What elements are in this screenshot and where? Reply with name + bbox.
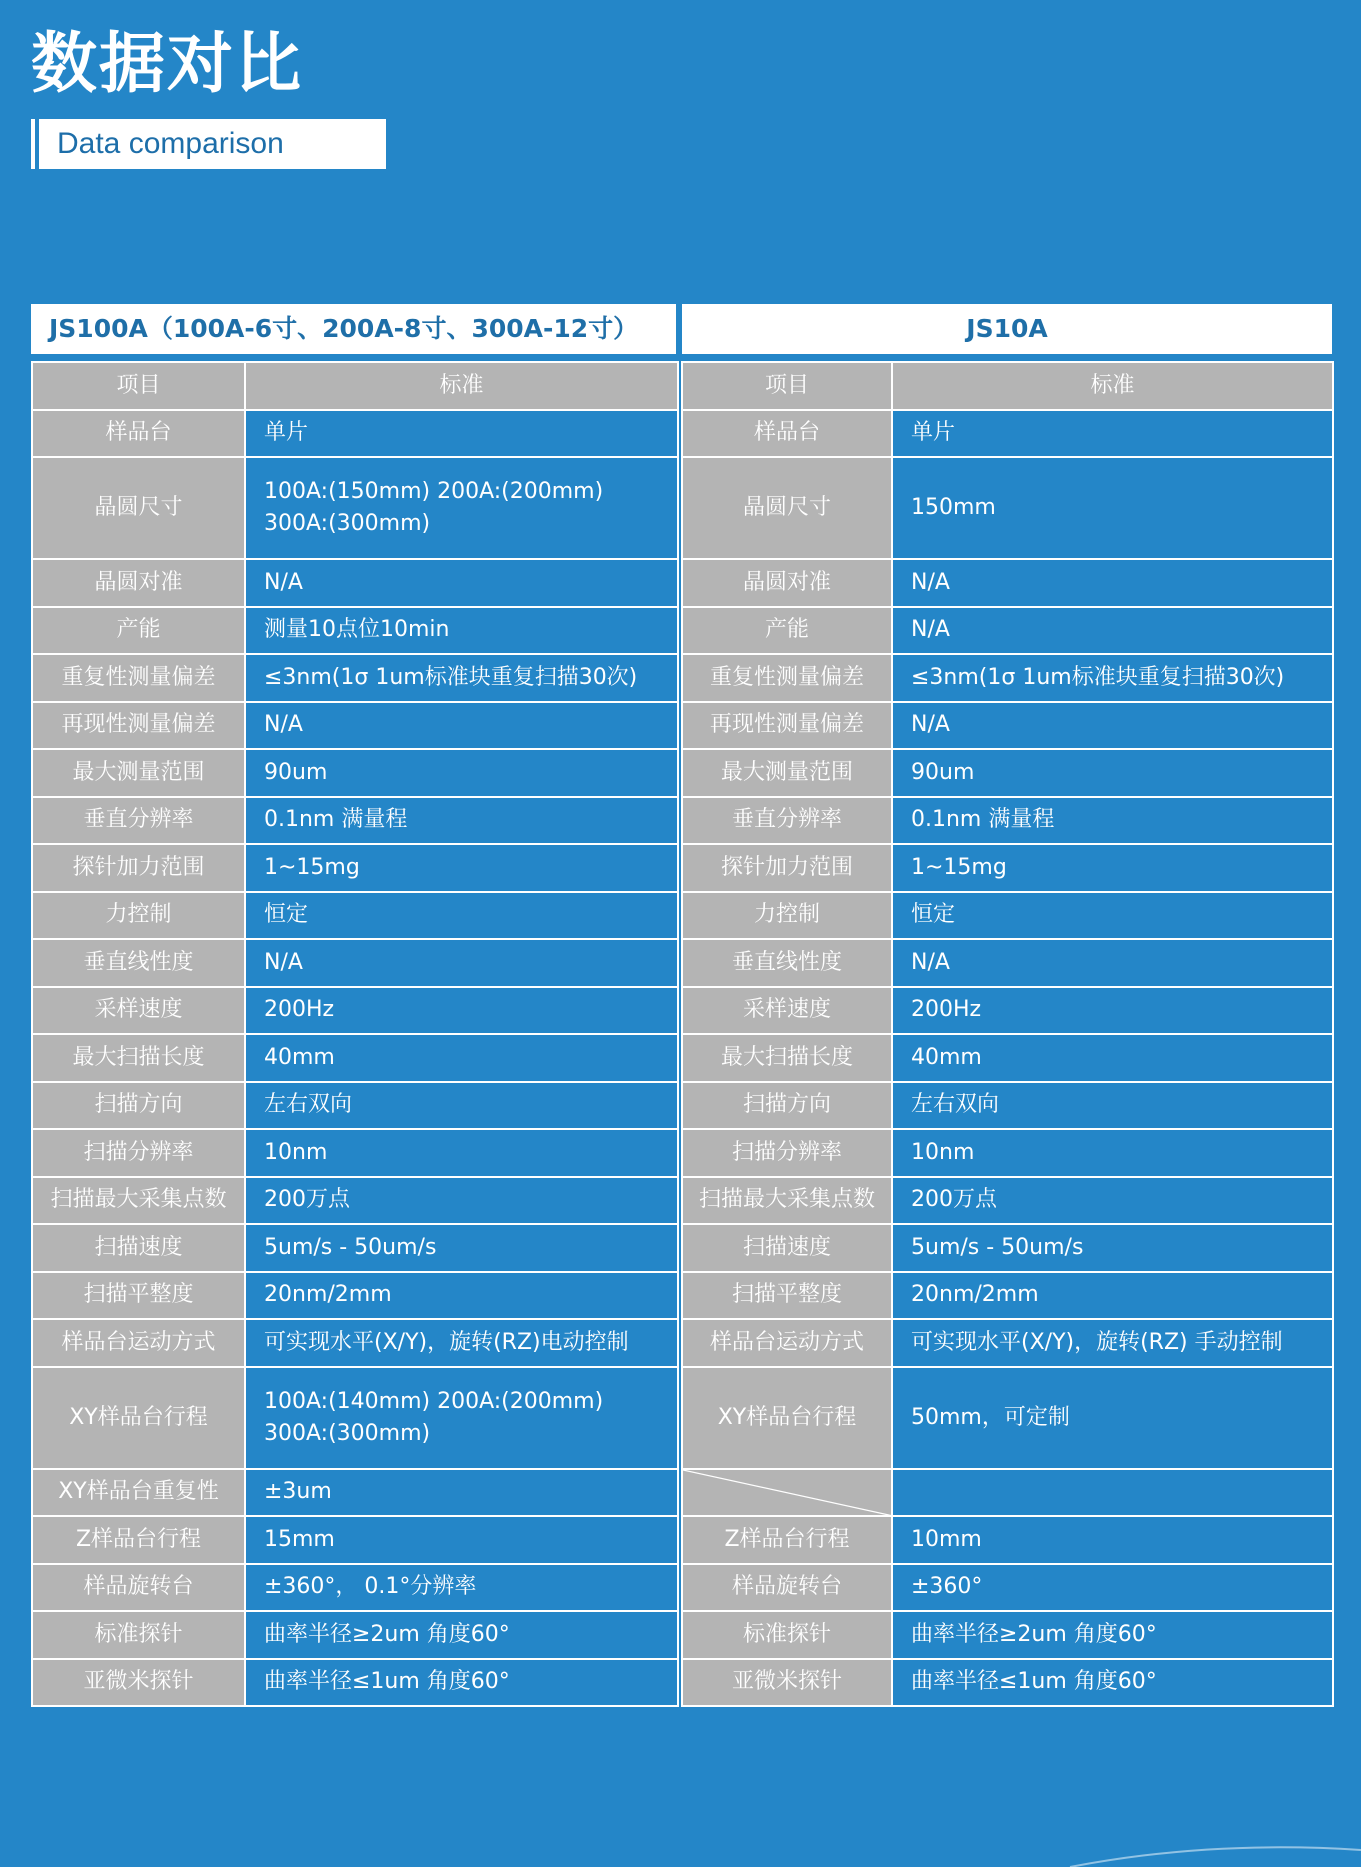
row-value: 可实现水平(X/Y)，旋转(RZ) 手动控制 [892,1319,1333,1367]
row-value: 曲率半径≤1um 角度60° [892,1659,1333,1707]
table-row [32,1659,678,1707]
row-value: 15mm [245,1516,678,1564]
row-value: N/A [245,702,678,750]
table-row [682,797,1333,845]
row-label: 探针加力范围 [682,844,892,892]
table-row [32,844,678,892]
row-label: 垂直线性度 [682,939,892,987]
row-label: XY样品台行程 [32,1367,245,1469]
table-row [32,1564,678,1612]
row-value: 恒定 [245,892,678,940]
row-label: 垂直分辨率 [32,797,245,845]
table-row [682,1272,1333,1320]
row-label: 产能 [682,607,892,655]
table-row [32,1224,678,1272]
table-row [32,702,678,750]
row-value: 5um/s - 50um/s [892,1224,1333,1272]
row-value: N/A [892,559,1333,607]
row-value: N/A [892,702,1333,750]
column-header-item: 项目 [682,362,892,410]
value-line: 300A:(300mm) [264,511,431,536]
row-value: 90um [892,749,1333,797]
table-row [682,1034,1333,1082]
row-value [245,457,678,559]
table-row [32,410,678,458]
table-row [682,1177,1333,1225]
row-value: 0.1nm 满量程 [245,797,678,845]
table-row [32,1177,678,1225]
table-row [32,1516,678,1564]
row-label: 扫描分辨率 [682,1129,892,1177]
row-label: 样品旋转台 [32,1564,245,1612]
row-value: 左右双向 [892,1082,1333,1130]
row-value: 测量10点位10min [245,607,678,655]
row-label: 力控制 [32,892,245,940]
row-value: ±3um [245,1469,678,1517]
right-product-header: JS10A [682,304,1332,354]
row-value: ≤3nm(1σ 1um标准块重复扫描30次) [892,654,1333,702]
row-label: 扫描最大采集点数 [682,1177,892,1225]
row-value: 20nm/2mm [892,1272,1333,1320]
column-header-standard: 标准 [892,362,1333,410]
table-row [32,939,678,987]
row-value: 200Hz [245,987,678,1035]
row-label: 扫描速度 [682,1224,892,1272]
table-row [682,410,1333,458]
decorative-arc [1030,1840,1361,1867]
table-row [32,1034,678,1082]
row-label: 采样速度 [682,987,892,1035]
table-row [682,892,1333,940]
row-label: 样品台 [682,410,892,458]
row-value: 单片 [245,410,678,458]
row-value: N/A [892,607,1333,655]
row-label: Z样品台行程 [682,1516,892,1564]
table-row [682,1516,1333,1564]
row-label: 力控制 [682,892,892,940]
table-row [682,1224,1333,1272]
row-label: 样品旋转台 [682,1564,892,1612]
row-value [892,1469,1333,1517]
row-label: 扫描最大采集点数 [32,1177,245,1225]
table-row [682,1082,1333,1130]
row-value: 40mm [892,1034,1333,1082]
row-label: 晶圆对准 [682,559,892,607]
row-label: 扫描速度 [32,1224,245,1272]
row-label: 再现性测量偏差 [682,702,892,750]
subtitle-banner [31,119,386,169]
row-label: 垂直线性度 [32,939,245,987]
row-label: 样品台运动方式 [682,1319,892,1367]
subtitle-text: Data comparison [39,119,386,169]
left-product-header: JS100A（100A-6寸、200A-8寸、300A-12寸） [31,304,676,354]
table-row [682,654,1333,702]
table-row [32,987,678,1035]
row-value: ±360°， 0.1°分辨率 [245,1564,678,1612]
table-row [32,457,678,559]
table-row [682,607,1333,655]
table-row [682,1129,1333,1177]
row-label: 标准探针 [32,1611,245,1659]
row-value: 可实现水平(X/Y)，旋转(RZ)电动控制 [245,1319,678,1367]
table-row [32,749,678,797]
row-label: 样品台运动方式 [32,1319,245,1367]
blank-cell [682,1469,892,1517]
row-label: 扫描分辨率 [32,1129,245,1177]
row-label: 扫描方向 [682,1082,892,1130]
table-row [682,987,1333,1035]
row-value: 200万点 [892,1177,1333,1225]
row-value: 200万点 [245,1177,678,1225]
table-row [32,1082,678,1130]
row-value: ±360° [892,1564,1333,1612]
row-value: 50mm，可定制 [892,1367,1333,1469]
row-value: N/A [245,939,678,987]
table-row [32,1611,678,1659]
row-value: 1~15mg [245,844,678,892]
row-label: 亚微米探针 [32,1659,245,1707]
row-label: 重复性测量偏差 [32,654,245,702]
diagonal-slash [683,1470,891,1516]
row-label: 采样速度 [32,987,245,1035]
row-label: 样品台 [32,410,245,458]
row-value: 左右双向 [245,1082,678,1130]
row-value: 20nm/2mm [245,1272,678,1320]
row-value: 恒定 [892,892,1333,940]
row-value: 40mm [245,1034,678,1082]
row-value: 曲率半径≤1um 角度60° [245,1659,678,1707]
right-spec-table [681,361,1334,1707]
row-value [245,1367,678,1469]
row-value: 曲率半径≥2um 角度60° [245,1611,678,1659]
row-label: XY样品台重复性 [32,1469,245,1517]
row-label: 扫描平整度 [682,1272,892,1320]
table-row [32,1272,678,1320]
table-row [32,654,678,702]
row-label: 重复性测量偏差 [682,654,892,702]
row-value: ≤3nm(1σ 1um标准块重复扫描30次) [245,654,678,702]
row-value: N/A [245,559,678,607]
row-value: 0.1nm 满量程 [892,797,1333,845]
table-row [682,939,1333,987]
row-value: 200Hz [892,987,1333,1035]
table-row [682,1469,1333,1517]
table-row [682,1319,1333,1367]
row-value: 5um/s - 50um/s [245,1224,678,1272]
row-label: 扫描方向 [32,1082,245,1130]
row-value: 曲率半径≥2um 角度60° [892,1611,1333,1659]
row-label: 亚微米探针 [682,1659,892,1707]
row-label: 产能 [32,607,245,655]
table-row [32,1367,678,1469]
value-line: 100A:(140mm) 200A:(200mm) [264,1388,604,1414]
value-line: 300A:(300mm) [264,1420,431,1446]
row-value: N/A [892,939,1333,987]
table-row [32,1319,678,1367]
table-row [32,559,678,607]
table-row [682,1611,1333,1659]
column-header-item: 项目 [32,362,245,410]
row-label: 标准探针 [682,1611,892,1659]
row-label: 探针加力范围 [32,844,245,892]
row-label: 最大测量范围 [32,749,245,797]
row-value: 1~15mg [892,844,1333,892]
row-label: 垂直分辨率 [682,797,892,845]
table-row [32,607,678,655]
table-row [32,1469,678,1517]
row-label: 最大扫描长度 [682,1034,892,1082]
table-header-row [682,362,1333,410]
row-label: 晶圆对准 [32,559,245,607]
row-value: 10mm [892,1516,1333,1564]
table-row [682,702,1333,750]
row-value: 90um [245,749,678,797]
row-label: 晶圆尺寸 [32,457,245,559]
value-line: 100A:(150mm) 200A:(200mm) [264,479,604,504]
row-value: 10nm [892,1129,1333,1177]
table-row [682,844,1333,892]
table-row [682,1564,1333,1612]
row-label: XY样品台行程 [682,1367,892,1469]
left-spec-table [31,361,679,1707]
table-row [682,1659,1333,1707]
table-header-row [32,362,678,410]
table-row [682,1367,1333,1469]
row-value: 单片 [892,410,1333,458]
page-title: 数据对比 [31,25,303,102]
table-row [682,559,1333,607]
column-header-standard: 标准 [245,362,678,410]
table-row [32,1129,678,1177]
table-row [682,457,1333,559]
row-label: 扫描平整度 [32,1272,245,1320]
table-row [32,797,678,845]
row-label: 最大测量范围 [682,749,892,797]
row-label: 再现性测量偏差 [32,702,245,750]
table-row [682,749,1333,797]
row-value: 150mm [892,457,1333,559]
table-row [32,892,678,940]
row-value: 10nm [245,1129,678,1177]
row-label: 最大扫描长度 [32,1034,245,1082]
subtitle-accent-bar [31,119,35,169]
row-label: 晶圆尺寸 [682,457,892,559]
row-label: Z样品台行程 [32,1516,245,1564]
